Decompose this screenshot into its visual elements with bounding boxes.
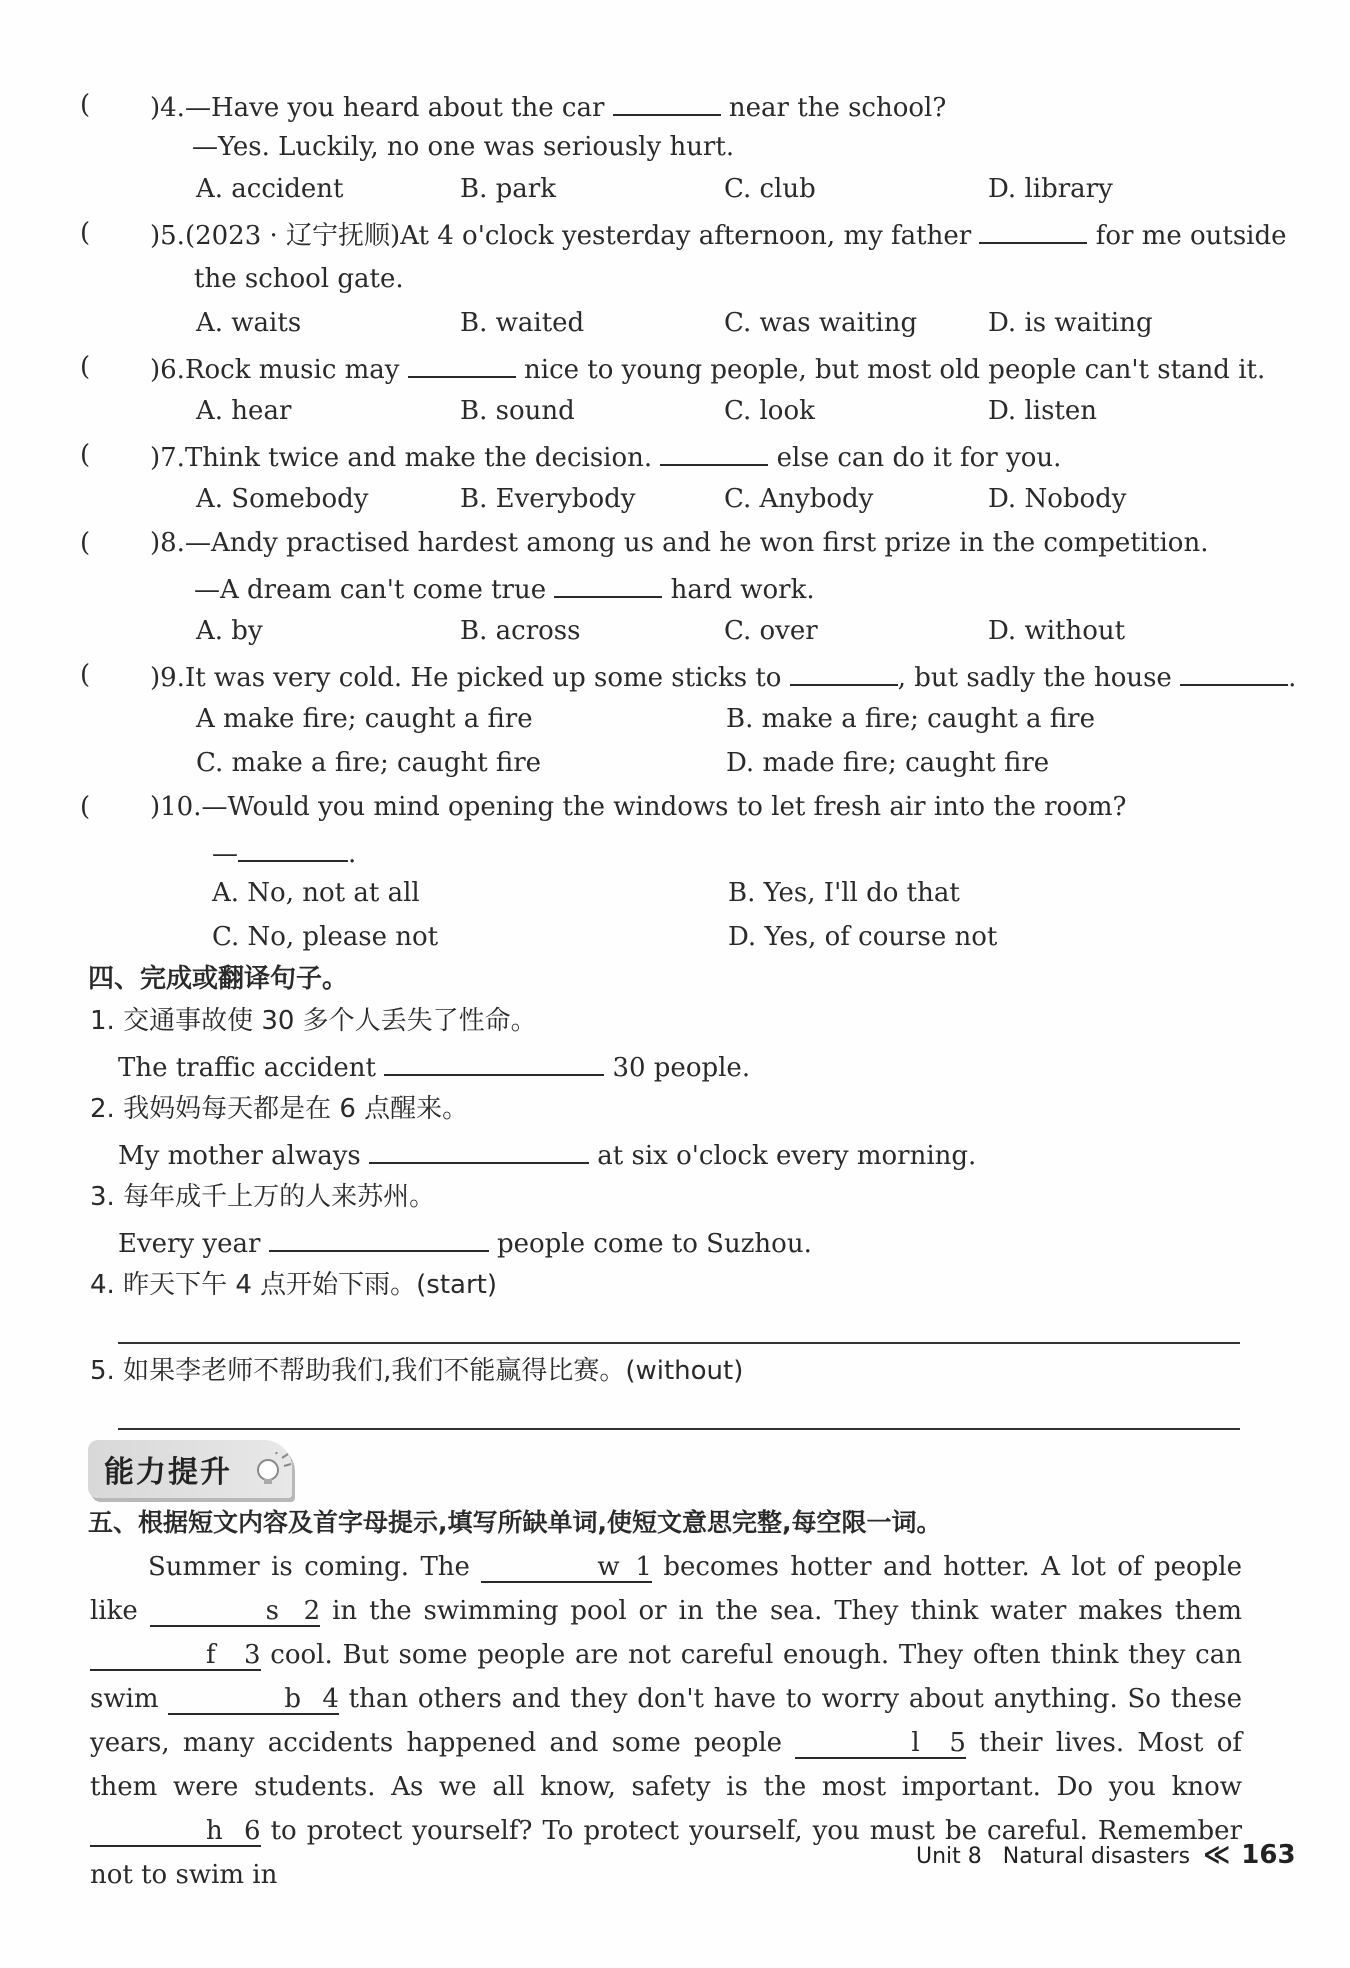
question-number: )8.: [150, 528, 185, 558]
question-text: .: [348, 839, 357, 869]
question-4-reply: —Yes. Luckily, no one was seriously hurt.: [192, 132, 735, 162]
question-4: [150, 88, 946, 125]
gap-number: 6: [244, 1816, 261, 1846]
question-number: )5.: [150, 221, 185, 251]
cloze-gap-3[interactable]: [90, 1641, 261, 1671]
fill-blank[interactable]: [369, 1136, 589, 1164]
gap-number: 4: [322, 1684, 339, 1714]
option-c: C. was waiting: [724, 308, 918, 338]
fill-blank[interactable]: [613, 88, 721, 116]
sentence-text: 30 people.: [612, 1053, 751, 1083]
question-text: —: [212, 839, 238, 869]
cloze-gap-1[interactable]: [481, 1553, 652, 1583]
fill-blank[interactable]: [660, 438, 768, 466]
sentence-text: Every year: [118, 1229, 261, 1259]
passage-text: cool. But some people are not careful enough. They often think they can swim: [90, 1640, 1242, 1714]
question-text: —Would you mind opening the windows to let fresh air into the room?: [201, 792, 1127, 822]
fill-blank[interactable]: [554, 570, 662, 598]
passage-text: than others and they don't have to worry about anything. So these years, many accidents happened and some people: [90, 1684, 1243, 1758]
translation-prompt-2: 2. 我妈妈每天都是在 6 点醒来。: [90, 1094, 469, 1124]
option-a: A. hear: [196, 396, 292, 426]
page-footer: [916, 1840, 1296, 1870]
question-8-reply: [194, 570, 815, 607]
section-5-title: 五、根据短文内容及首字母提示,填写所缺单词,使短文意思完整,每空限一词。: [88, 1508, 942, 1537]
question-text: for me outside: [1095, 221, 1287, 251]
option-b: B. waited: [460, 308, 585, 338]
unit-label: Unit 8: [916, 1844, 982, 1869]
translation-prompt-4: 4. 昨天下午 4 点开始下雨。(start): [90, 1270, 497, 1300]
option-c: C. make a fire; caught fire: [196, 748, 542, 778]
option-a: A. accident: [196, 174, 344, 204]
question-text: .: [1288, 663, 1297, 693]
gap-letter: s: [265, 1596, 280, 1626]
cloze-gap-2[interactable]: [150, 1597, 321, 1627]
page-number: 163: [1241, 1840, 1296, 1870]
gap-letter: h: [206, 1816, 223, 1846]
option-a: A make fire; caught a fire: [196, 704, 533, 734]
answer-paren[interactable]: (: [80, 792, 91, 822]
option-d: D. without: [988, 616, 1126, 646]
option-a: A. by: [196, 616, 263, 646]
option-c: C. club: [724, 174, 816, 204]
cloze-gap-4[interactable]: [168, 1685, 339, 1715]
double-chevron-icon: ≪: [1203, 1840, 1231, 1870]
sentence-text: people come to Suzhou.: [496, 1229, 812, 1259]
option-d: D. made fire; caught fire: [726, 748, 1050, 778]
passage-text: to protect yourself? To protect yourself, you must be careful. Remember not to swim in: [90, 1816, 1242, 1890]
sentence-text: My mother always: [118, 1141, 361, 1171]
gap-letter: w: [597, 1552, 620, 1582]
question-7: [150, 438, 1061, 475]
answer-paren[interactable]: (: [80, 218, 91, 248]
fill-blank[interactable]: [269, 1224, 489, 1252]
option-b: B. Everybody: [460, 484, 636, 514]
gap-letter: f: [206, 1640, 216, 1670]
answer-paren[interactable]: (: [80, 352, 91, 382]
answer-paren[interactable]: (: [80, 528, 91, 558]
question-text: nice to young people, but most old people can't stand it.: [524, 355, 1266, 385]
question-number: )6.: [150, 355, 185, 385]
option-b: B. sound: [460, 396, 575, 426]
answer-paren[interactable]: (: [80, 660, 91, 690]
question-text: else can do it for you.: [776, 443, 1062, 473]
answer-line-4[interactable]: [118, 1342, 1240, 1344]
fill-blank[interactable]: [408, 350, 516, 378]
passage-text: Summer is coming. The: [148, 1552, 482, 1582]
passage-text: in the swimming pool or in the sea. They think water makes them: [320, 1596, 1242, 1626]
translation-prompt-3: 3. 每年成千上万的人来苏州。: [90, 1182, 436, 1212]
translation-prompt-1: 1. 交通事故使 30 多个人丢失了性命。: [90, 1006, 537, 1036]
ability-banner-title: 能力提升: [104, 1455, 232, 1490]
question-text: —Andy practised hardest among us and he won first prize in the competition.: [184, 528, 1209, 558]
option-c: C. look: [724, 396, 815, 426]
translation-answer-1: [118, 1048, 750, 1085]
question-5-continuation: the school gate.: [194, 264, 404, 294]
question-text: Think twice and make the decision.: [184, 443, 653, 473]
fill-blank[interactable]: [979, 216, 1087, 244]
gap-number: 2: [303, 1596, 321, 1626]
cloze-gap-5[interactable]: [795, 1729, 966, 1759]
question-text: —A dream can't come true: [194, 575, 547, 605]
lightbulb-icon: [250, 1452, 292, 1488]
question-text: hard work.: [670, 575, 815, 605]
translation-prompt-5: 5. 如果李老师不帮助我们,我们不能赢得比赛。(without): [90, 1356, 744, 1386]
unit-topic: Natural disasters: [1002, 1844, 1191, 1869]
question-text: It was very cold. He picked up some sticks to: [184, 663, 782, 693]
question-10-reply: [212, 834, 356, 871]
question-text: —Have you heard about the car: [184, 93, 605, 123]
answer-paren[interactable]: (: [80, 90, 91, 120]
section-4-title: 四、完成或翻译句子。: [88, 964, 349, 994]
option-d: D. Yes, of course not: [728, 922, 998, 952]
gap-letter: b: [284, 1684, 301, 1714]
fill-blank[interactable]: [238, 834, 348, 862]
option-b: B. across: [460, 616, 581, 646]
option-d: D. listen: [988, 396, 1098, 426]
option-b: B. park: [460, 174, 556, 204]
answer-line-5[interactable]: [118, 1428, 1240, 1430]
fill-blank[interactable]: [1180, 658, 1288, 686]
gap-number: 1: [635, 1552, 652, 1582]
option-b: B. make a fire; caught a fire: [726, 704, 1095, 734]
question-5: [150, 216, 1287, 253]
sentence-text: The traffic accident: [118, 1053, 376, 1083]
passage-text: becomes hotter and hotter. A lot of people like: [90, 1552, 1242, 1626]
question-8: [150, 526, 1208, 560]
question-text: , but sadly the house: [897, 663, 1172, 693]
question-number: )7.: [150, 443, 185, 473]
question-10: [150, 790, 1126, 824]
option-c: C. Anybody: [724, 484, 874, 514]
answer-paren[interactable]: (: [80, 440, 91, 470]
translation-answer-3: [118, 1224, 812, 1261]
gap-letter: l: [911, 1728, 920, 1758]
gap-number: 3: [244, 1640, 261, 1670]
question-6: [150, 350, 1265, 387]
option-a: A. Somebody: [196, 484, 369, 514]
option-d: D. is waiting: [988, 308, 1153, 338]
question-9: [150, 658, 1296, 695]
question-text: near the school?: [728, 93, 947, 123]
fill-blank[interactable]: [790, 658, 898, 686]
option-a: A. waits: [196, 308, 302, 338]
question-text: Rock music may: [184, 355, 400, 385]
option-c: C. over: [724, 616, 818, 646]
sentence-text: at six o'clock every morning.: [597, 1141, 977, 1171]
option-b: B. Yes, I'll do that: [728, 878, 960, 908]
question-number: )10.: [150, 792, 202, 822]
option-d: D. Nobody: [988, 484, 1127, 514]
question-number: )9.: [150, 663, 185, 693]
fill-blank[interactable]: [384, 1048, 604, 1076]
translation-answer-2: [118, 1136, 976, 1173]
passage-text: their lives. Most of them were students. As we all know, safety is the most important. Do you know: [90, 1728, 1242, 1802]
question-text: (2023 · 辽宁抚顺)At 4 o'clock yesterday afternoon, my father: [184, 221, 972, 251]
option-a: A. No, not at all: [212, 878, 420, 908]
option-c: C. No, please not: [212, 922, 439, 952]
cloze-gap-6[interactable]: [90, 1817, 261, 1847]
gap-number: 5: [949, 1728, 966, 1758]
question-number: )4.: [150, 93, 185, 123]
option-d: D. library: [988, 174, 1113, 204]
